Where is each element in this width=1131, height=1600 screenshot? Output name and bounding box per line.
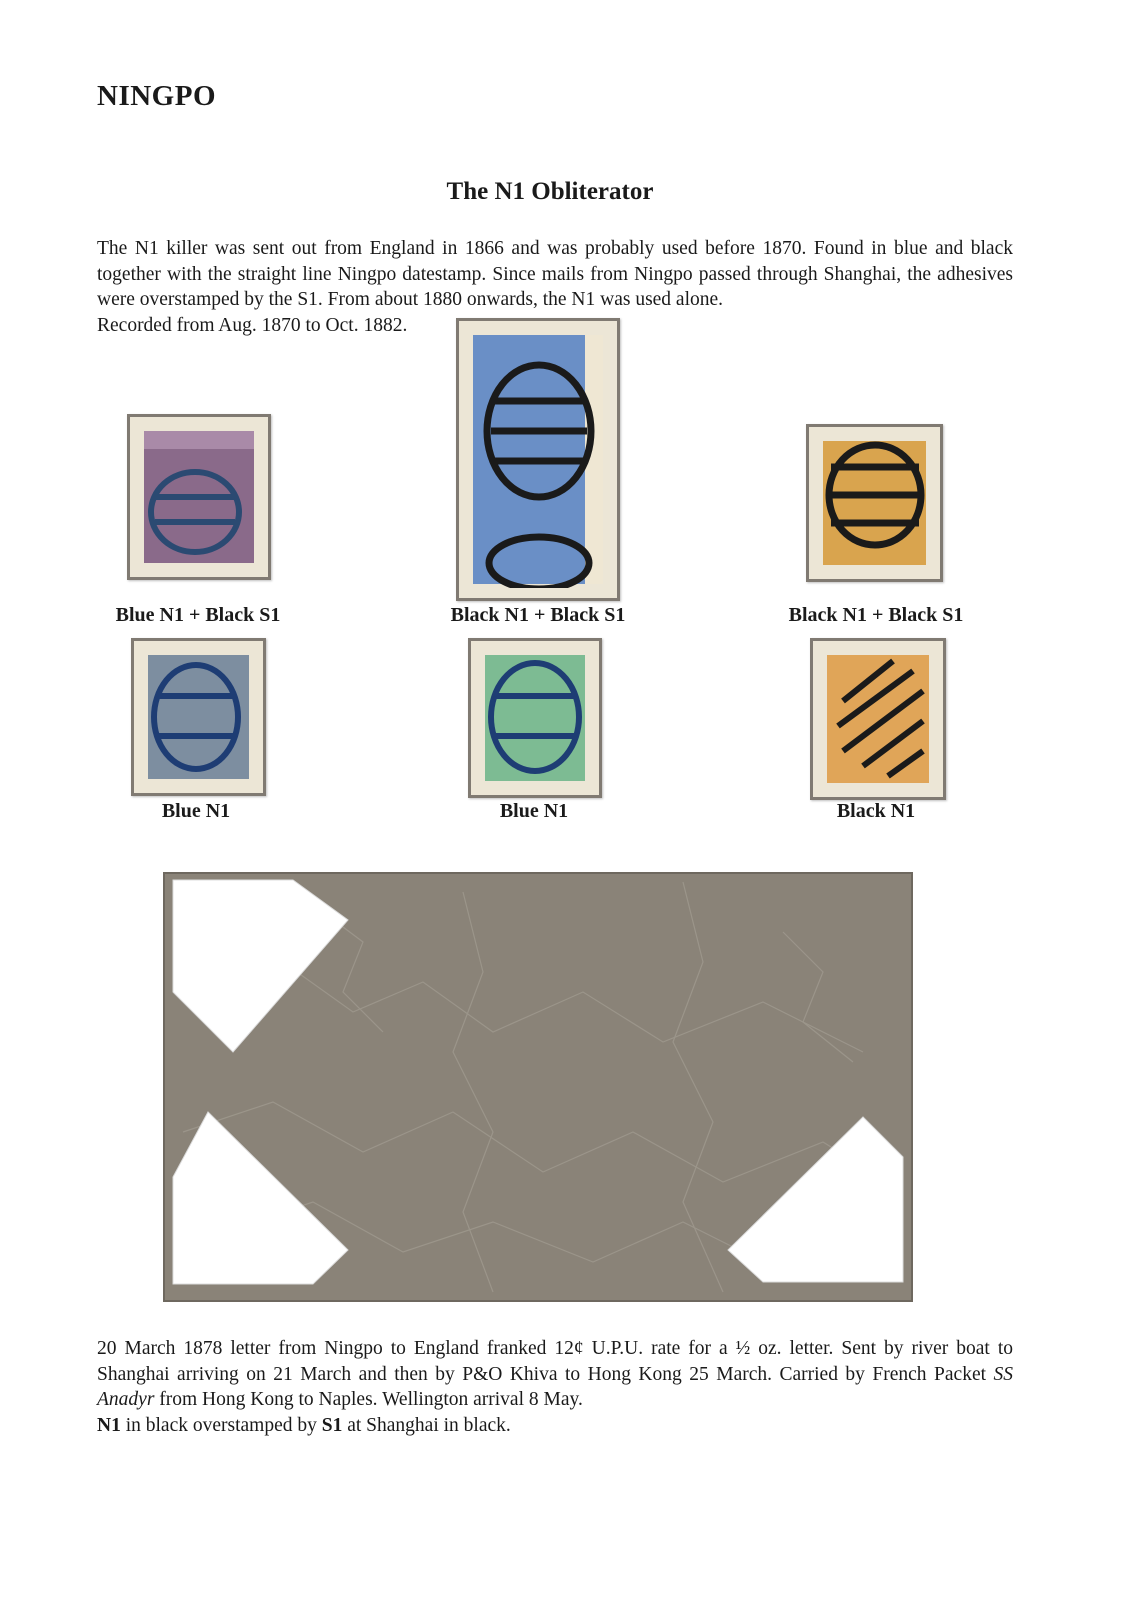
section-heading: The N1 Obliterator [446, 178, 654, 205]
photo-corner-top-left [173, 880, 348, 1052]
stamp-5-mount [468, 638, 602, 798]
stamp-3-mount [806, 424, 943, 582]
intro-text: The N1 killer was sent out from England in 1866 and was probably used before 1870. Found in blue and black together with the straight line Ningpo datestamp. Since mails from Ningpo passed through Shanghai, the adhesives were overstamped by the S1. From about 1880 onwards, the N1 was used alone. [97, 238, 1013, 310]
stamp-5-image [481, 651, 589, 785]
stamp-6-label: Black N1 [836, 800, 916, 822]
stamp-3-label: Black N1 + Black S1 [788, 604, 964, 626]
page-title: NINGPO [97, 80, 216, 112]
stamp-6-image [823, 651, 933, 787]
stamp-6-mount [810, 638, 946, 800]
backing-board-texture [163, 872, 913, 1302]
stamp-3-image [819, 437, 930, 569]
caption-n1: N1 [97, 1414, 121, 1436]
stamp-1-mount [127, 414, 271, 580]
caption-text-end: from Hong Kong to Naples. Wellington arrival 8 May. [159, 1389, 583, 1410]
cover-caption [97, 1336, 1013, 1438]
caption-overstamped: in black overstamped by [125, 1414, 317, 1436]
caption-ship-name: SS Anadyr [97, 1363, 1013, 1410]
caption-text: 20 March 1878 letter from Ningpo to England franked 12¢ U.P.U. rate for a ½ oz. letter. Sent by river boat to Shanghai arriving on 21 March and then by P&O Khiva to Hong Kong 25 March. Carried by French Packet [97, 1338, 1013, 1385]
stamp-2-image [469, 331, 607, 588]
photo-corner-bottom-right [728, 1117, 903, 1282]
caption-shanghai: at Shanghai in black. [347, 1414, 511, 1436]
stamp-4-mount [131, 638, 266, 796]
caption-s1: S1 [321, 1414, 343, 1436]
recorded-dates: Recorded from Aug. 1870 to Oct. 1882. [97, 314, 408, 336]
stamp-2-mount [456, 318, 620, 601]
caption-line-2 [97, 1413, 1013, 1439]
stamp-1-label: Blue N1 + Black S1 [115, 604, 281, 626]
caption-line-1 [97, 1336, 1013, 1413]
cover-mount [163, 872, 913, 1302]
photo-corner-bottom-left [173, 1112, 348, 1284]
stamp-4-image [144, 651, 253, 783]
stamp-4-label: Blue N1 [161, 800, 231, 822]
stamp-1-image [140, 427, 258, 567]
stamp-5-label: Blue N1 [499, 800, 569, 822]
stamp-2-label: Black N1 + Black S1 [450, 604, 626, 626]
